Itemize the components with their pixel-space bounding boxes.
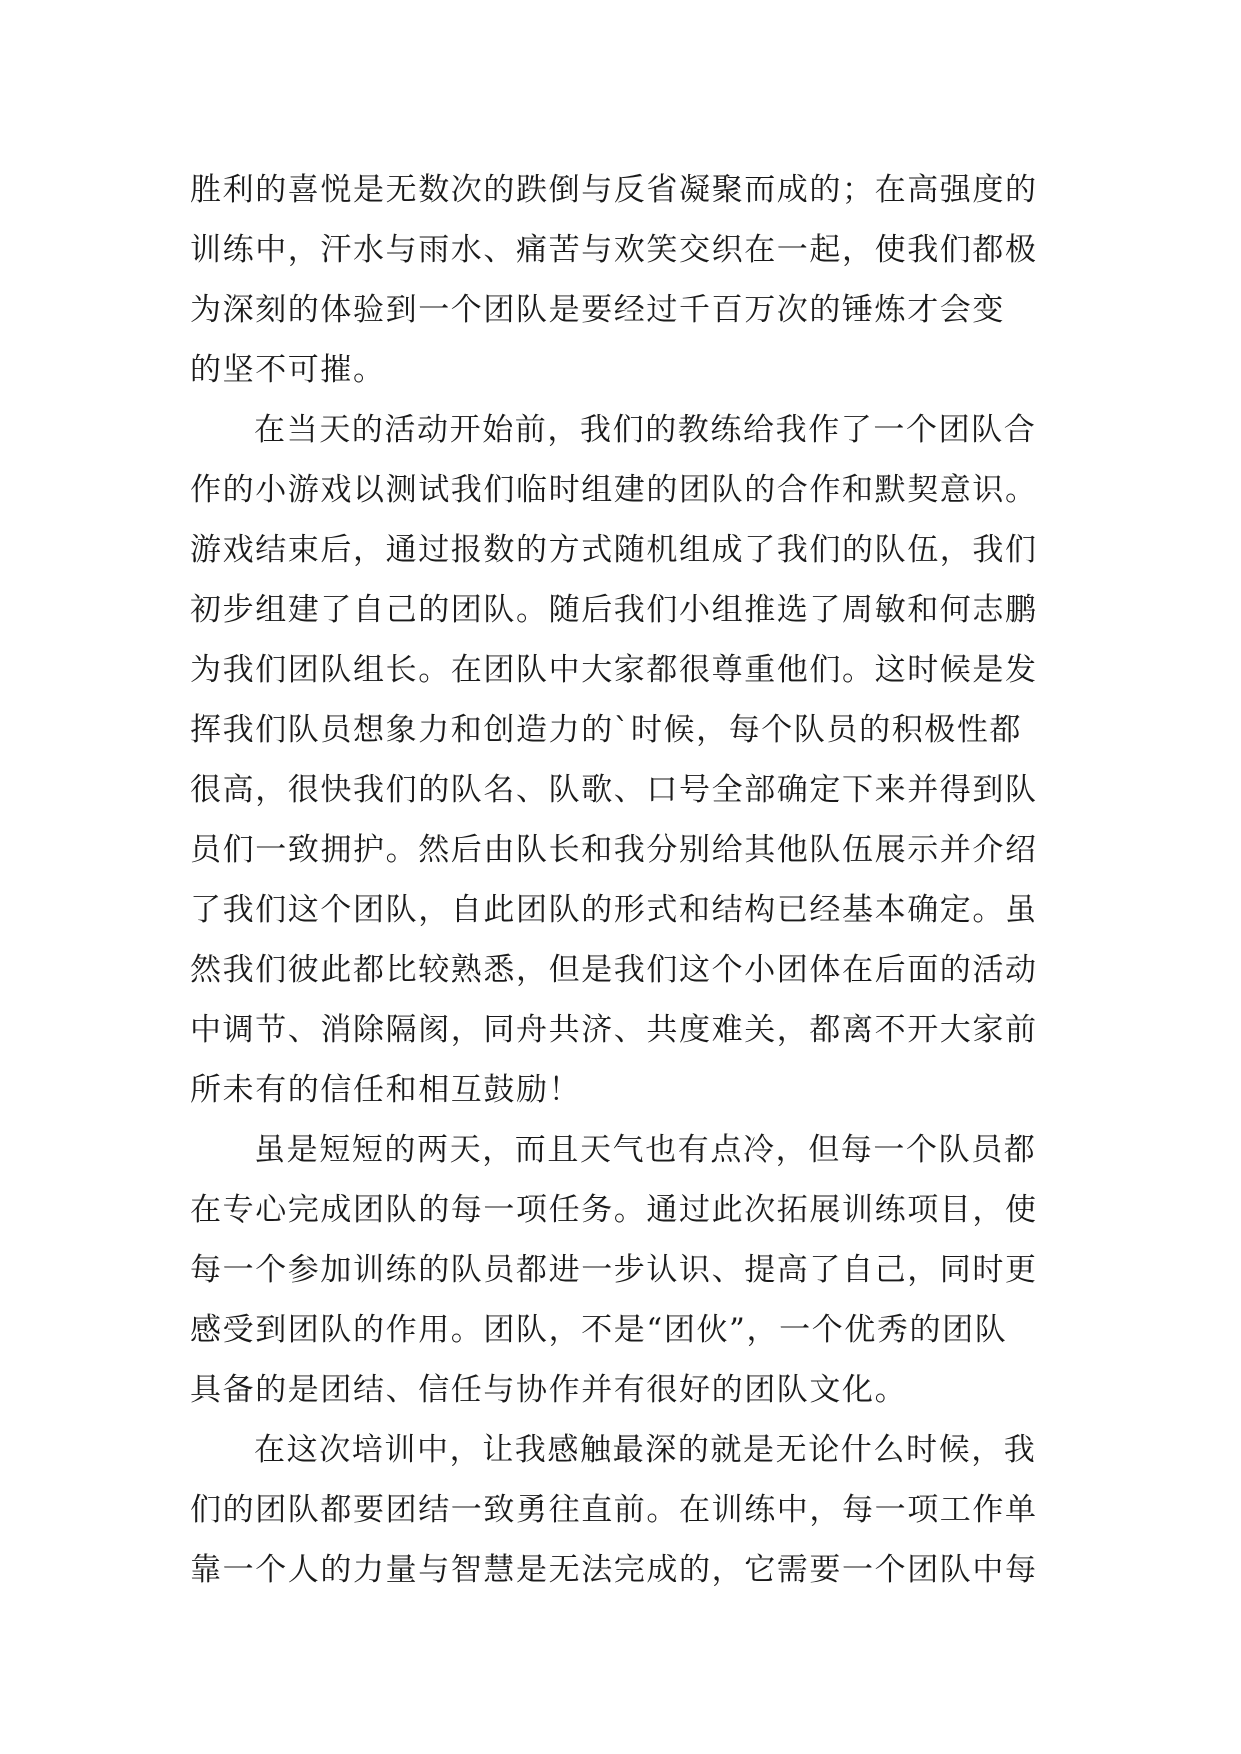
text-line: 员们一致拥护。然后由队长和我分别给其他队伍展示并介绍 — [190, 832, 1038, 868]
text-line: 中调节、消除隔阂，同舟共济、共度难关，都离不开大家前 — [190, 1012, 1038, 1048]
text-line: 了我们这个团队，自此团队的形式和结构已经基本确定。虽 — [190, 892, 1038, 928]
text-line: 在这次培训中，让我感触最深的就是无论什么时候，我 — [254, 1432, 1037, 1468]
text-line: 然我们彼此都比较熟悉，但是我们这个小团体在后面的活动 — [190, 952, 1038, 988]
body-text — [190, 160, 1070, 1600]
text-line: 为深刻的体验到一个团队是要经过千百万次的锤炼才会变 — [190, 292, 1005, 328]
text-line: 虽是短短的两天，而且天气也有点冷，但每一个队员都 — [254, 1132, 1037, 1168]
text-line: 在专心完成团队的每一项任务。通过此次拓展训练项目，使 — [190, 1192, 1038, 1228]
text-line: 胜利的喜悦是无数次的跌倒与反省凝聚而成的；在高强度的 — [190, 172, 1038, 208]
text-line: 挥我们队员想象力和创造力的`时候，每个队员的积极性都 — [190, 712, 1023, 748]
text-line: 的坚不可摧。 — [190, 352, 386, 388]
text-line: 们的团队都要团结一致勇往直前。在训练中，每一项工作单 — [190, 1492, 1038, 1528]
text-line: 训练中，汗水与雨水、痛苦与欢笑交织在一起，使我们都极 — [190, 232, 1038, 268]
text-line: 为我们团队组长。在团队中大家都很尊重他们。这时候是发 — [190, 652, 1038, 688]
text-line: 所未有的信任和相互鼓励！ — [190, 1072, 582, 1108]
text-line: 感受到团队的作用。团队，不是“团伙”，一个优秀的团队 — [190, 1312, 1008, 1348]
text-line: 每一个参加训练的队员都进一步认识、提高了自己，同时更 — [190, 1252, 1038, 1288]
text-line: 游戏结束后，通过报数的方式随机组成了我们的队伍，我们 — [190, 532, 1038, 568]
text-line: 靠一个人的力量与智慧是无法完成的，它需要一个团队中每 — [190, 1552, 1038, 1588]
text-line: 具备的是团结、信任与协作并有很好的团队文化。 — [190, 1372, 908, 1408]
text-line: 作的小游戏以测试我们临时组建的团队的合作和默契意识。 — [190, 472, 1038, 508]
text-line: 很高，很快我们的队名、队歌、口号全部确定下来并得到队 — [190, 772, 1038, 808]
text-line: 在当天的活动开始前，我们的教练给我作了一个团队合 — [254, 412, 1037, 448]
text-line: 初步组建了自己的团队。随后我们小组推选了周敏和何志鹏 — [190, 592, 1038, 628]
